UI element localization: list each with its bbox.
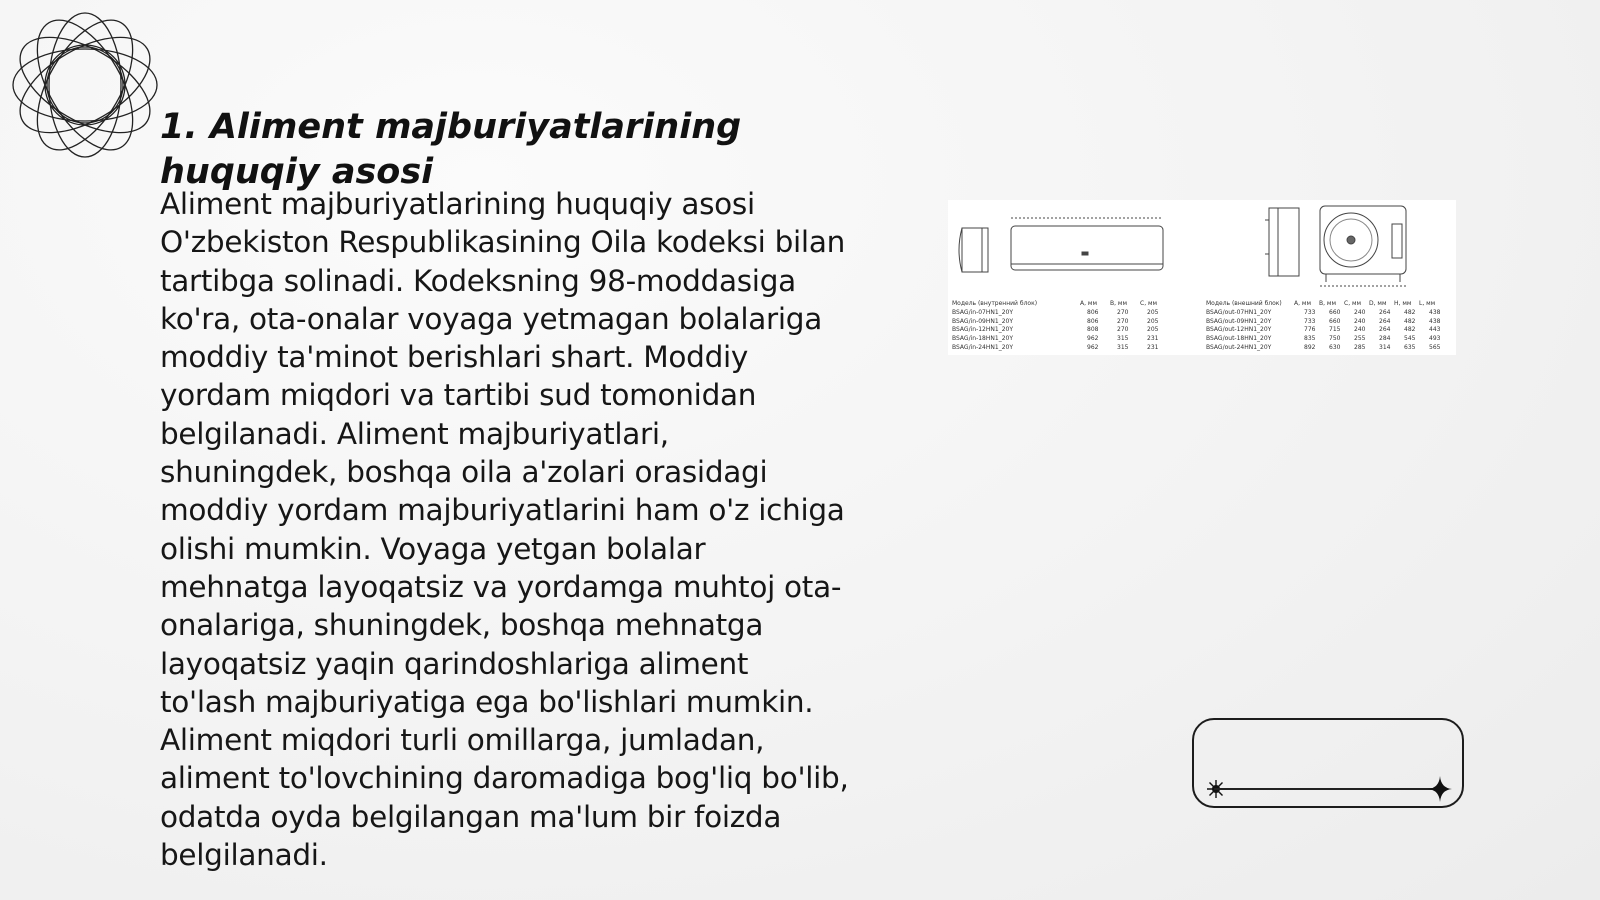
air-conditioner-spec-image [948, 200, 1456, 355]
indoor-spec-row: BSAG/in-09HN1_20Y 806 270 205 [952, 317, 1159, 325]
air-conditioner-drawings [948, 200, 1456, 292]
decorative-timeline-card [1192, 718, 1464, 808]
indoor-spec-row: BSAG/in-24HN1_20Y 962 315 231 [952, 343, 1159, 351]
outdoor-spec-header: Модель (внешний блок) A, мм B, мм C, мм D, мм H, мм L, мм [1206, 300, 1436, 307]
slide-title: 1. Aliment majburiyatlarining huquqiy asosi [160, 107, 742, 192]
circular-lines-logo [10, 10, 160, 160]
outdoor-spec-row: BSAG/out-24HN1_20Y 892 630 285 314 635 565 [1206, 343, 1441, 351]
outdoor-spec-row: BSAG/out-18HN1_20Y 835 750 255 284 545 493 [1206, 335, 1441, 343]
indoor-spec-table [952, 300, 1177, 353]
slide-body-text: Aliment majburiyatlarining huquqiy asosi O'zbekiston Respublikasining Oila kodeksi bilan tartibga solinadi. Kodeksning 98-moddasiga ko'ra, ota-onalar voyaga yetmagan bolalariga moddiy ta'minot berishlari shart. Moddiy yordam miqdori va tartibi sud tomonidan belgilanadi. Aliment majburiyatlari, shuningdek, boshqa oila a'zolari orasidagi moddiy yordam majburiyatlarini ham o'z ichiga olishi mumkin. Voyaga yetgan bolalar mehnatga layoqatsiz va yordamga muhtoj ota-onalariga, shuningdek, boshqa mehnatga layoqatsiz yaqin qarindoshlariga aliment to'lash majburiyatiga ega bo'lishlari mumkin. Aliment miqdori turli omillarga, jumladan, aliment to'lovchining daromadiga bog'liq bo'lib, odatda oyda belgilangan ma'lum bir foizda belgilanadi. [160, 187, 849, 873]
outdoor-spec-row: BSAG/out-09HN1_20Y 733 660 240 264 482 438 [1206, 317, 1441, 325]
indoor-spec-row: BSAG/in-12HN1_20Y 808 270 205 [952, 326, 1159, 334]
sparkle-star-icon [1428, 776, 1452, 802]
indoor-spec-header: Модель (внутренний блок) A, мм B, мм C, мм [952, 300, 1158, 307]
outdoor-spec-row: BSAG/out-07HN1_20Y 733 660 240 264 482 438 [1206, 308, 1441, 316]
timeline-line [1214, 788, 1436, 790]
indoor-spec-row: BSAG/in-18HN1_20Y 962 315 231 [952, 335, 1159, 343]
indoor-spec-row: BSAG/in-07HN1_20Y 806 270 205 [952, 308, 1159, 316]
outdoor-spec-row: BSAG/out-12HN1_20Y 776 715 240 264 482 443 [1206, 326, 1441, 334]
outdoor-spec-table [1206, 300, 1454, 353]
